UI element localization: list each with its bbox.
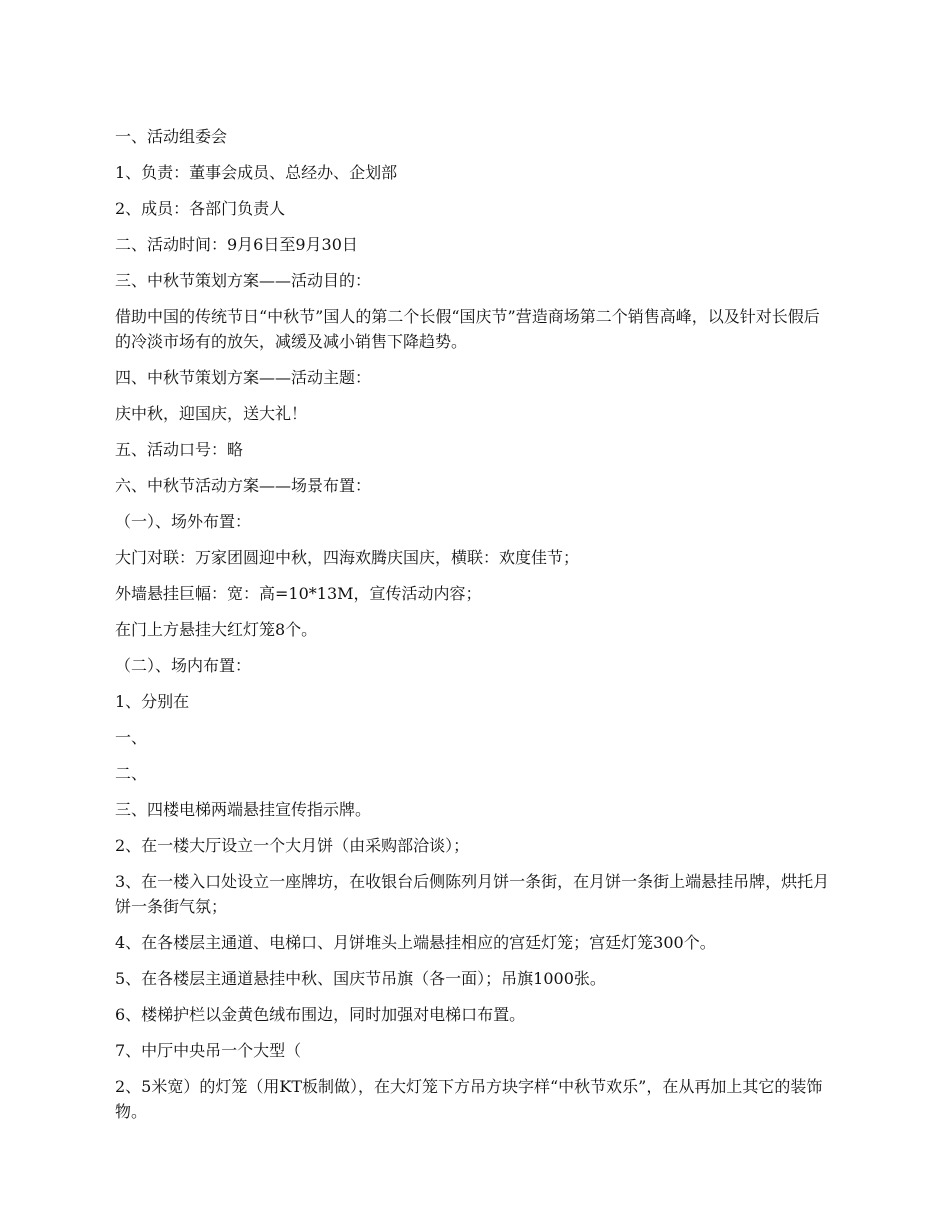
heading-activity-purpose: 三、中秋节策划方案——活动目的：: [115, 271, 372, 290]
heading-activity-time: 二、活动时间：9月6日至9月30日: [115, 235, 358, 254]
heading-activity-slogan: 五、活动口号：略: [115, 440, 244, 459]
list-item-floor-3-4: 三、四楼电梯两端悬挂宣传指示牌。: [115, 800, 372, 819]
list-item-responsible: 1、负责：董事会成员、总经办、企划部: [115, 163, 398, 182]
list-item-2: 2、在一楼大厅设立一个大月饼（由采购部洽谈）；: [115, 836, 470, 855]
list-item-3: 3、在一楼入口处设立一座牌坊，在收银台后侧陈列月饼一条街，在月饼一条街上端悬挂吊牌，烘托月饼一条街气氛；: [115, 872, 830, 916]
subheading-indoor-layout: （二）、场内布置：: [115, 656, 252, 675]
paragraph-purpose-text: 借助中国的传统节日“中秋节”国人的第二个长假“国庆节”营造商场第二个销售高峰，以及针对长假后 的冷淡市场有的放矢，减缓及减小销售下降趋势。: [115, 307, 820, 351]
list-item-4: 4、在各楼层主通道、电梯口、月饼堆头上端悬挂相应的宫廷灯笼；宫廷灯笼300个。: [115, 933, 716, 952]
list-item-members: 2、成员：各部门负责人: [115, 199, 286, 218]
list-item-6: 6、楼梯护栏以金黄色绒布围边，同时加强对电梯口布置。: [115, 1005, 526, 1024]
list-item-floor-1: 一、: [115, 728, 148, 747]
list-item-5: 5、在各楼层主通道悬挂中秋、国庆节吊旗（各一面）；吊旗1000张。: [115, 969, 606, 988]
document-body: [115, 124, 837, 1135]
paragraph-banner: 外墙悬挂巨幅：宽：高=10*13M，宣传活动内容；: [115, 584, 482, 603]
list-item-7: 7、中厅中央吊一个大型（: [115, 1041, 302, 1060]
paragraph-lanterns: 在门上方悬挂大红灯笼8个。: [115, 620, 318, 639]
paragraph-theme-text: 庆中秋，迎国庆，送大礼！: [115, 404, 308, 423]
list-item-1: 1、分别在: [115, 692, 190, 711]
heading-scene-layout: 六、中秋节活动方案——场景布置：: [115, 476, 372, 495]
list-item-7-continued: 2、5米宽）的灯笼（用KT板制做），在大灯笼下方吊方块字样“中秋节欢乐”，在从再加上其它的装饰物。: [115, 1077, 823, 1121]
heading-organizing-committee: 一、活动组委会: [115, 127, 228, 146]
paragraph-couplet: 大门对联：万家团圆迎中秋，四海欢腾庆国庆，横联：欢度佳节；: [115, 548, 580, 567]
list-item-floor-2: 二、: [115, 764, 148, 783]
heading-activity-theme: 四、中秋节策划方案——活动主题：: [115, 368, 372, 387]
subheading-outdoor-layout: （一）、场外布置：: [115, 512, 252, 531]
